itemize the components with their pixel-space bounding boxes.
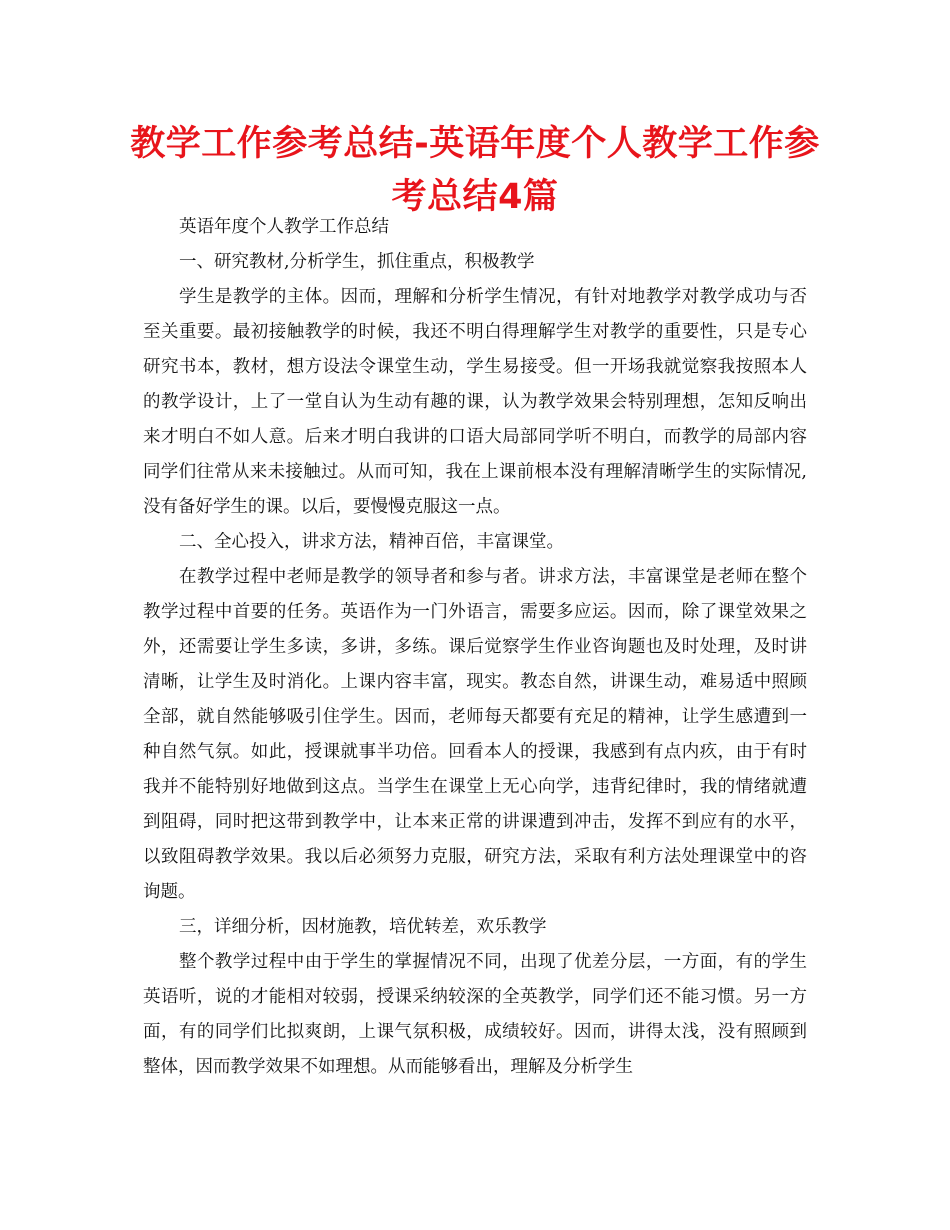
section-heading-2: 二、全心投入，讲求方法，精神百倍，丰富课堂。 — [179, 532, 564, 552]
body-paragraph-2: 在教学过程中老师是教学的领导者和参与者。讲求方法，丰富课堂是老师在整个教学过程中首要的任务。英语作为一门外语言，需要多应运。因而，除了课堂效果之外，还需要让学生多读，多讲，多练。课后觉察学生作业咨询题也及时处理，及时讲清晰，让学生及时消化。上课内容丰富，现实。教态自然，讲课生动，难易适中照顾全部，就自然能够吸引住学生。因而，老师每天都要有充足的精神，让学生感遭到一种自然气氛。如此，授课就事半功倍。回看本人的授课，我感到有点内疚，由于有时我并不能特别好地做到这点。当学生在课堂上无心向学，违背纪律时，我的情绪就遭到阻碍，同时把这带到教学中，让本来正常的讲课遭到冲击，发挥不到应有的水平，以致阻碍教学效果。我以后必须努力克服，研究方法，采取有利方法处理课堂中的咨询题。 — [143, 567, 807, 902]
subtitle: 英语年度个人教学工作总结 — [179, 217, 389, 237]
document-title: 教学工作参考总结-英语年度个人教学工作参考总结4篇 — [130, 124, 820, 217]
document-body — [143, 210, 807, 1085]
body-paragraph-1: 学生是教学的主体。因而，理解和分析学生情况，有针对地教学对教学成功与否至关重要。最初接触教学的时候，我还不明白得理解学生对教学的重要性，只是专心研究书本，教材，想方设法令课堂生动，学生易接受。但一开场我就觉察我按照本人的教学设计，上了一堂自认为生动有趣的课，认为教学效果会特别理想，怎知反响出来才明白不如人意。后来才明白我讲的口语大局部同学听不明白，而教学的局部内容同学们往常从来未接触过。从而可知，我在上课前根本没有理解清晰学生的实际情况,没有备好学生的课。以后，要慢慢克服这一点。 — [143, 287, 807, 517]
body-paragraph-3: 整个教学过程中由于学生的掌握情况不同，出现了优差分层，一方面，有的学生英语听，说的才能相对较弱，授课采纳较深的全英教学，同学们还不能习惯。另一方面，有的同学们比拟爽朗，上课气氛积极，成绩较好。因而，讲得太浅，没有照顾到整体，因而教学效果不如理想。从而能够看出，理解及分析学生 — [143, 952, 807, 1077]
section-heading-3: 三，详细分析，因材施教，培优转差，欢乐教学 — [179, 917, 547, 937]
section-heading-1: 一、研究教材,分析学生，抓住重点，积极教学 — [179, 252, 535, 272]
